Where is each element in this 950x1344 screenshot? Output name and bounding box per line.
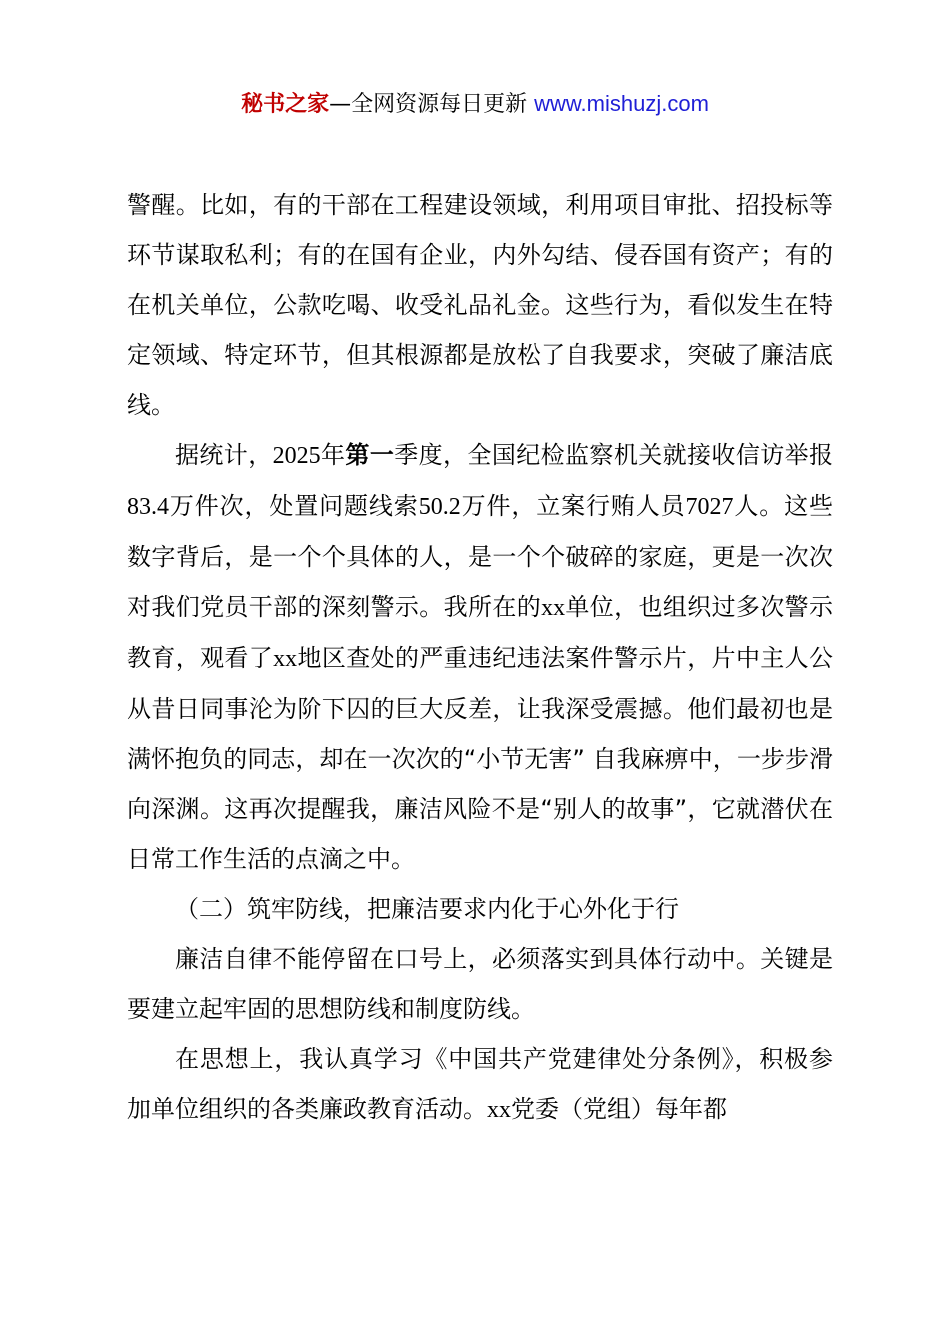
paragraph-action: 廉洁自律不能停留在口号上，必须落实到具体行动中。关键是要建立起牢固的思想防线和制度防线。 xyxy=(127,945,833,1023)
document-header xyxy=(0,88,950,121)
paragraph-statistics: 据统计，2025年第一季度，全国纪检监察机关就接收信访举报83.4万件次，处置问题线索50.2万件，立案行贿人员7027人。这些数字背后，是一个个具体的人，是一个个破碎的家庭，更是一次次对我们党员干部的深刻警示。我所在的xx单位，也组织过多次警示教育，观看了xx地区查处的严重违纪违法案件警示片，片中主人公从昔日同事沦为阶下囚的巨大反差，让我深受震撼。他们最初也是满怀抱负的同志，却在一次次的“小节无害” 自我麻痹中，一步步滑向深渊。这再次提醒我，廉洁风险不是“别人的故事”，它就潜伏在日常工作生活的点滴之中。 xyxy=(127,441,834,873)
bold-emphasis: 第一 xyxy=(345,441,395,469)
site-tagline: —全网资源每日更新 xyxy=(329,92,535,117)
paragraph-warning-examples: 警醒。比如，有的干部在工程建设领域，利用项目审批、招投标等环节谋取私利；有的在国有企业，内外勾结、侵吞国有资产；有的在机关单位，公款吃喝、收受礼品礼金。这些行为，看似发生在特定领域、特定环节，但其根源都是放松了自我要求，突破了廉洁底线。 xyxy=(127,191,833,419)
section-heading: （二）筑牢防线，把廉洁要求内化于心外化于行 xyxy=(175,895,679,923)
site-url-link[interactable]: www.mishuzj.com xyxy=(534,91,709,116)
site-brand: 秘书之家 xyxy=(241,92,330,117)
paragraph-study: 在思想上，我认真学习《中国共产党建律处分条例》，积极参加单位组织的各类廉政教育活动。xx党委（党组）每年都 xyxy=(127,1045,833,1123)
document-body xyxy=(127,180,833,1135)
